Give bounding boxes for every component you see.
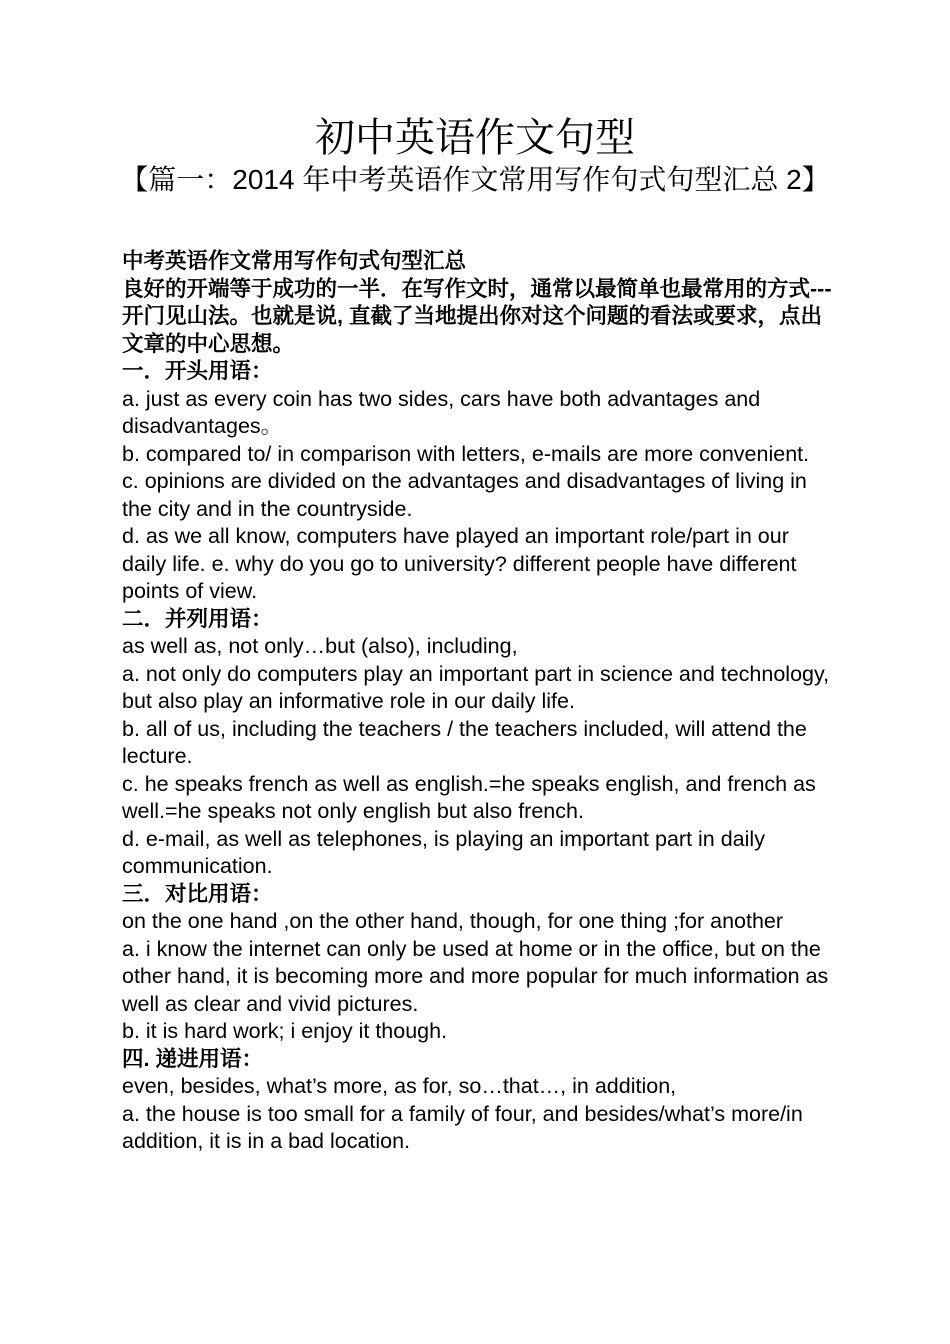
- keywords-line: as well as, not only…but (also), including,: [122, 634, 518, 658]
- paragraph: a. i know the internet can only be used at home or in the office, but on the other hand, it is becoming more and more popular for much information as well as clear and vivid pictures.: [122, 936, 829, 1016]
- paragraph: b. it is hard work; i enjoy it though.: [122, 1019, 448, 1043]
- document-body: [116, 248, 836, 1156]
- heading-parallel-phrases: 二．并列用语：: [122, 606, 273, 631]
- paragraph: a. not only do computers play an important part in science and technology, but also play an informative role in our daily life.: [122, 661, 830, 713]
- heading-progressive-phrases: 四. 递进用语：: [122, 1046, 263, 1071]
- paragraph: c. he speaks french as well as english.=he speaks english, and french as well.=he speaks not only english but also french.: [122, 771, 816, 823]
- paragraph: b. all of us, including the teachers / the teachers included, will attend the lecture.: [122, 716, 807, 768]
- heading-opening-phrases: 一．开头用语：: [122, 359, 273, 383]
- paragraph: b. compared to/ in comparison with letters, e-mails are more convenient.: [122, 441, 810, 466]
- paragraph: a. just as every coin has two sides, cars have both advantages and disadvantages。: [122, 386, 761, 438]
- page-subtitle: 【篇一：2014 年中考英语作文常用写作句式句型汇总 2】: [120, 164, 830, 195]
- section-title: 中考英语作文常用写作句式句型汇总: [122, 249, 467, 273]
- paragraph: d. e-mail, as well as telephones, is playing an important part in daily communication.: [122, 826, 765, 878]
- paragraph: c. opinions are divided on the advantages and disadvantages of living in the city and in the countryside.: [122, 469, 807, 521]
- paragraph: d. as we all know, computers have played an important role/part in our daily life. e. why do you go to university? different people have different points of view.: [122, 524, 797, 603]
- keywords-line: on the one hand ,on the other hand, though, for one thing ;for another: [122, 909, 784, 933]
- heading-contrast-phrases: 三．对比用语：: [122, 881, 273, 906]
- paragraph: a. the house is too small for a family of four, and besides/what’s more/in addition, it is in a bad location.: [122, 1101, 803, 1153]
- page-title: 初中英语作文句型: [315, 116, 635, 160]
- keywords-line: even, besides, what’s more, as for, so…that…, in addition,: [122, 1074, 677, 1098]
- intro-paragraph: 良好的开端等于成功的一半．在写作文时，通常以最简单也最常用的方式---开门见山法。也就是说, 直截了当地提出你对这个问题的看法或要求，点出文章的中心思想。: [122, 276, 832, 356]
